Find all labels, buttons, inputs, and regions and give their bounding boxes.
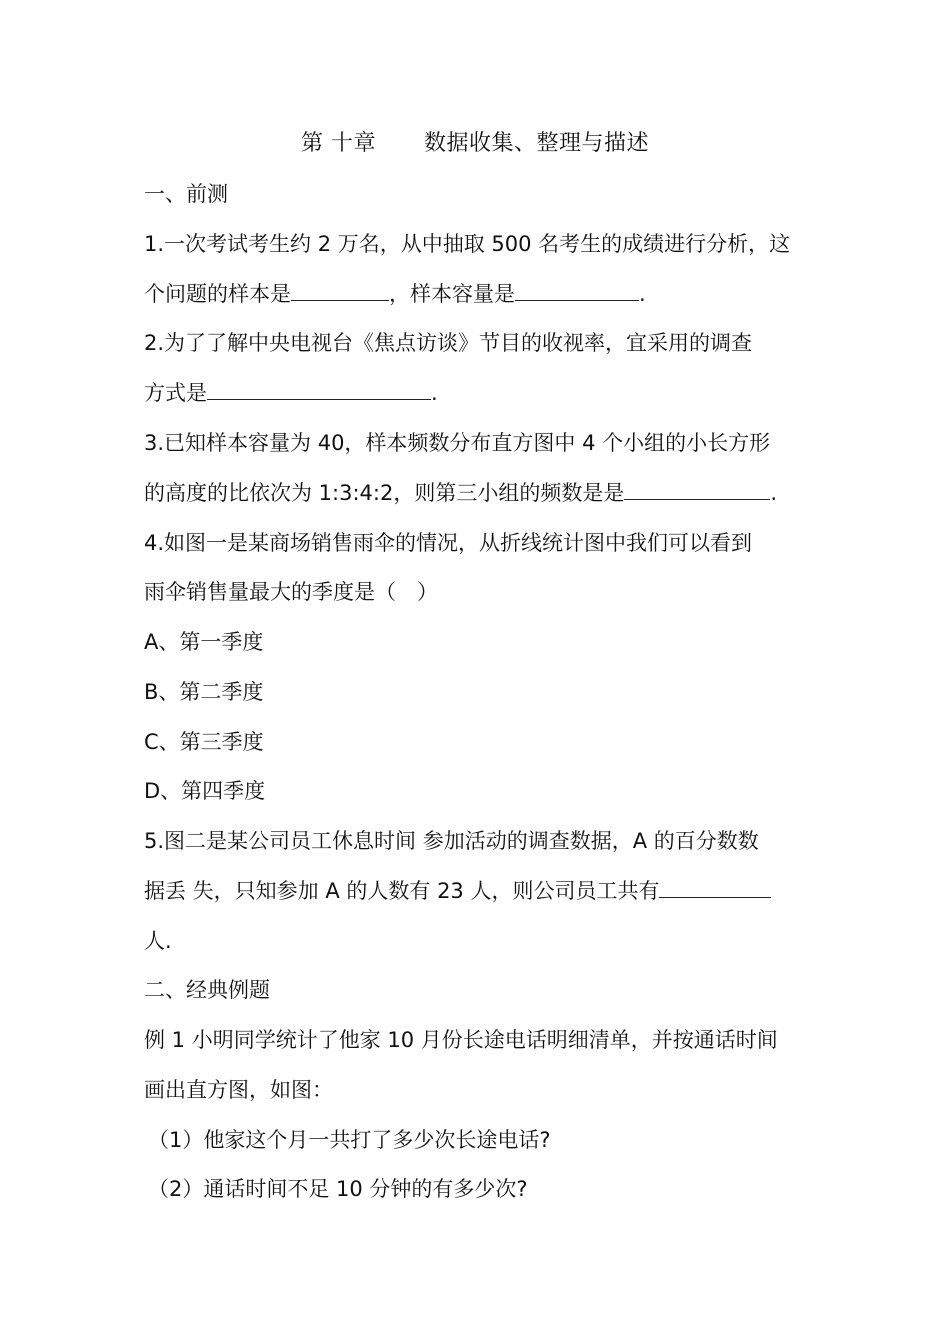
example1-line-1: 例 1 小明同学统计了他家 10 月份长途电话明细清单，并按通话时间 [144, 1028, 778, 1052]
example1-subquestion-1: （1）他家这个月一共打了多少次长途电话? [148, 1128, 551, 1152]
q2-method-blank [207, 377, 431, 400]
q4-option-b: B、第二季度 [144, 680, 264, 704]
q2-line-2 [144, 377, 814, 407]
section-heading-examples: 二、经典例题 [144, 978, 270, 1002]
q1-end: . [639, 282, 646, 306]
chapter-subject: 数据收集、整理与描述 [423, 131, 649, 156]
q5-total-blank [659, 875, 771, 898]
q3-frequency-blank [624, 477, 770, 500]
q4-option-c: C、第三季度 [144, 730, 264, 754]
chapter-label: 第 十章 [300, 131, 376, 156]
q1-capacity-blank [515, 278, 639, 301]
q4-option-d: D、第四季度 [144, 779, 266, 803]
q3-text: 的高度的比依次为 1:3:4:2，则第三小组的频数是是 [144, 481, 625, 505]
q5-text: 据丢 失，只知参加 A 的人数有 23 人，则公司员工共有 [144, 879, 660, 903]
example1-line-2: 画出直方图，如图： [144, 1078, 333, 1102]
q1-text: 个问题的样本是 [144, 282, 291, 306]
q5-line-2 [144, 875, 814, 905]
q2-text: 方式是 [144, 381, 207, 405]
q5-line-1: 5.图二是某公司员工休息时间 参加活动的调查数据，A 的百分数数 [144, 829, 759, 853]
q2-line-1: 2.为了了解中央电视台《焦点访谈》节目的收视率，宜采用的调查 [144, 331, 753, 355]
q1-mid-text: ，样本容量是 [389, 282, 515, 306]
q5-line-3: 人. [144, 929, 172, 953]
q3-line-2 [144, 477, 814, 507]
q1-line-1: 1.一次考试考生约 2 万名，从中抽取 500 名考生的成绩进行分析，这 [144, 232, 791, 256]
q1-line-2 [144, 278, 814, 308]
q3-end: . [770, 481, 778, 505]
q1-sample-blank [291, 278, 389, 301]
q4-line-1: 4.如图一是某商场销售雨伞的情况，从折线统计图中我们可以看到 [144, 531, 753, 555]
q4-line-2: 雨伞销售量最大的季度是（ ） [144, 580, 438, 604]
example1-subquestion-2: （2）通话时间不足 10 分钟的有多少次? [148, 1177, 528, 1201]
q4-option-a: A、第一季度 [144, 630, 264, 654]
q3-line-1: 3.已知样本容量为 40，样本频数分布直方图中 4 个小组的小长方形 [144, 431, 771, 455]
page-title [0, 126, 950, 157]
q2-end: . [431, 381, 438, 405]
section-heading-pretest: 一、前测 [144, 182, 228, 206]
